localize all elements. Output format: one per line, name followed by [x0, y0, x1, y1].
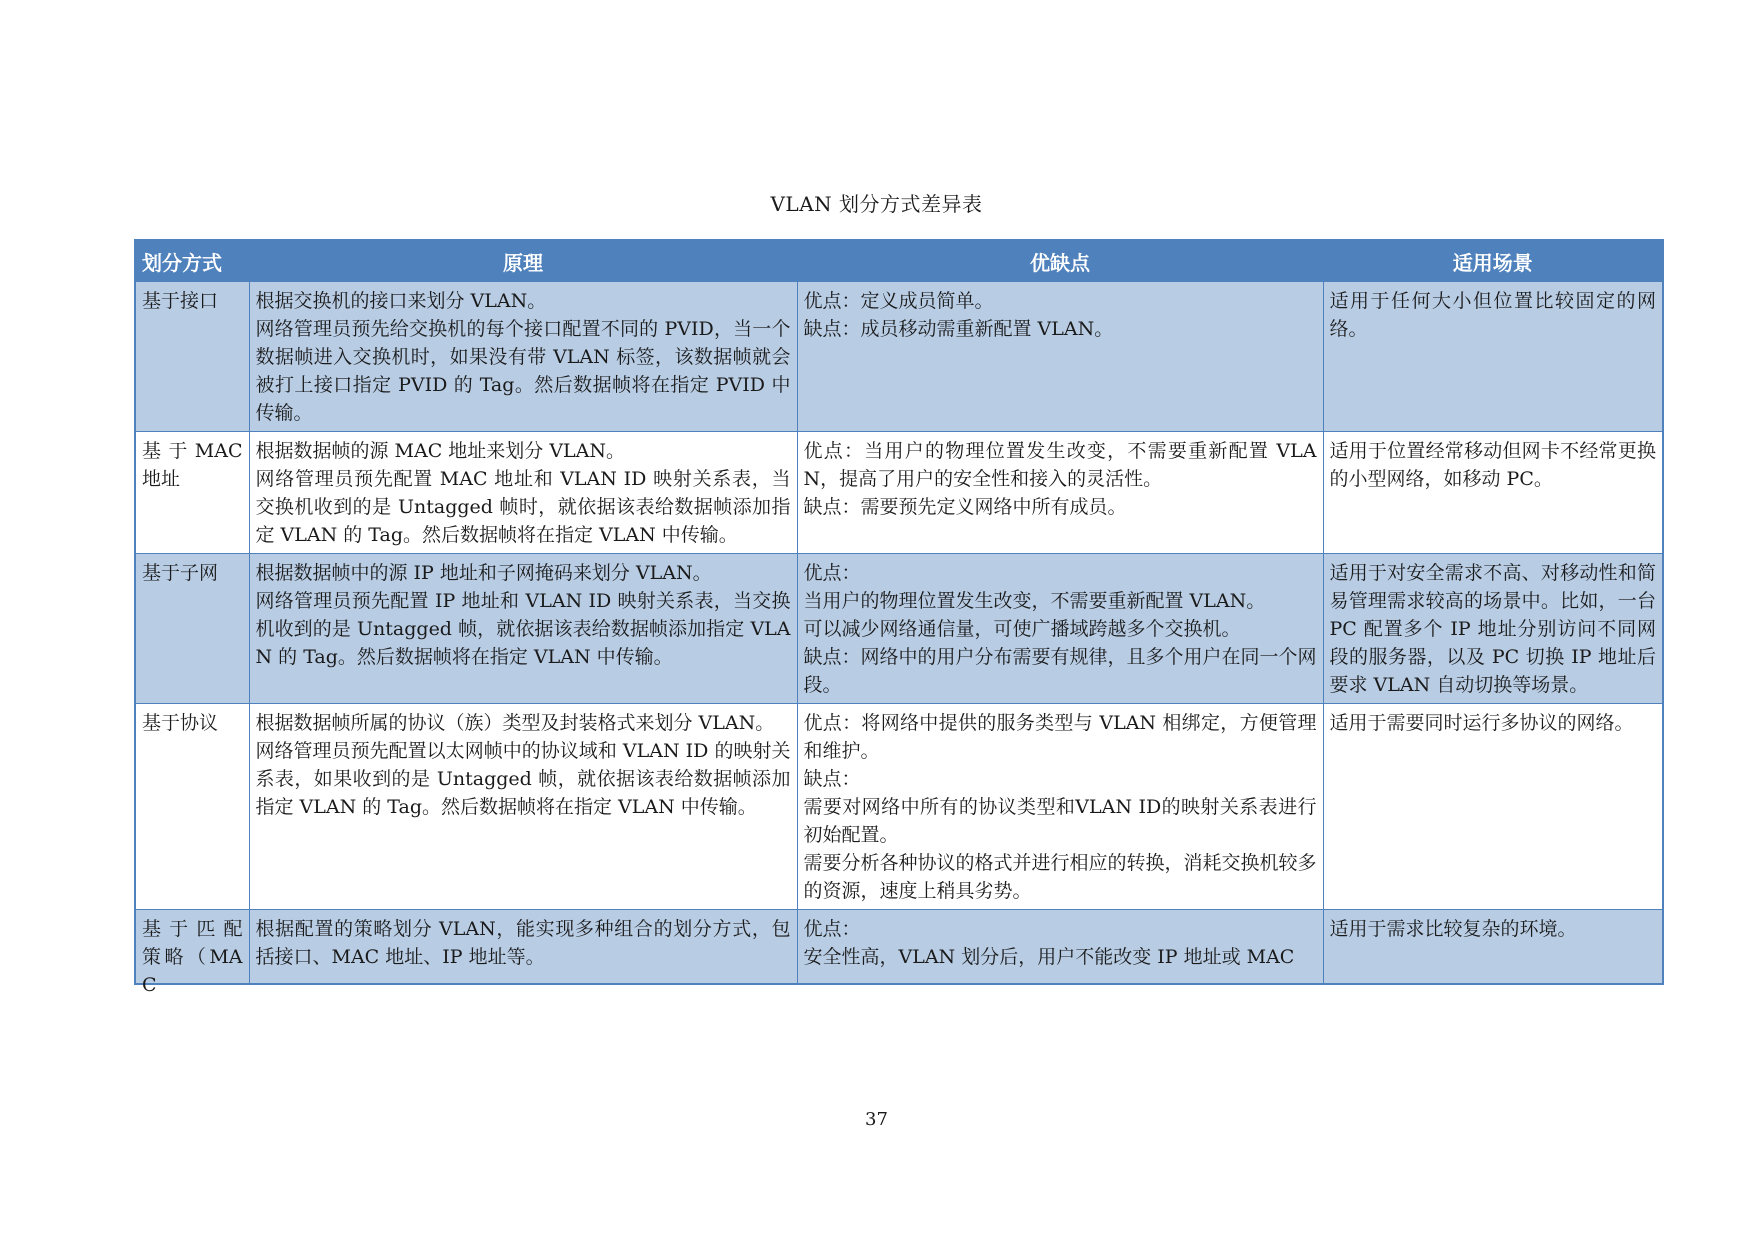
cell-line: 需要分析各种协议的格式并进行相应的转换，消耗交换机较多的资源，速度上稍具劣势。: [803, 852, 1317, 902]
cell-line: 缺点：成员移动需重新配置 VLAN。: [803, 318, 1114, 340]
cell-principle: [249, 910, 797, 985]
cell-line: 网络管理员预先给交换机的每个接口配置不同的 PVID，当一个数据帧进入交换机时，如果没有带 VLAN 标签，该数据帧就会被打上接口指定 PVID 的 Tag。然后数据帧将在指定 PVID 中传输。: [255, 318, 791, 424]
table-header-row: [135, 240, 1663, 282]
cell-line: 缺点：: [803, 768, 861, 790]
cell-line: 适用于任何大小但位置比较固定的网络。: [1329, 290, 1656, 340]
cell-pros-cons: [797, 554, 1323, 704]
cell-line: 基于MAC地址: [142, 440, 243, 490]
cell-line: 根据数据帧中的源 IP 地址和子网掩码来划分 VLAN。: [255, 562, 712, 584]
cell-line: 根据数据帧所属的协议（族）类型及封装格式来划分 VLAN。: [255, 712, 775, 734]
cell-line: 适用于需要同时运行多协议的网络。: [1329, 712, 1634, 734]
cell-line: 网络管理员预先配置 MAC 地址和 VLAN ID 映射关系表，当交换机收到的是 Untagged 帧时，就依据该表给数据帧添加指定 VLAN 的 Tag。然后数据帧将在指定 VLAN 中传输。: [255, 468, 791, 546]
cell-line: 当用户的物理位置发生改变，不需要重新配置 VLAN。: [803, 590, 1266, 612]
cell-pros-cons: [797, 432, 1323, 554]
cell-line: 基于接口: [142, 290, 219, 312]
cell-method: [135, 910, 249, 996]
cell-pros-cons: [797, 704, 1323, 910]
cell-line: 网络管理员预先配置 IP 地址和 VLAN ID 映射关系表，当交换机收到的是 Untagged 帧，就依据该表给数据帧添加指定 VLAN 的 Tag。然后数据帧将在指定 VLAN 中传输。: [255, 590, 791, 668]
cell-scenario: [1323, 704, 1663, 910]
cell-method: [135, 282, 249, 432]
cell-line: 根据交换机的接口来划分 VLAN。: [255, 290, 547, 312]
cell-principle: [249, 554, 797, 704]
cell-line: 网络管理员预先配置以太网帧中的协议域和 VLAN ID 的映射关系表，如果收到的是 Untagged 帧，就依据该表给数据帧添加指定 VLAN 的 Tag。然后数据帧将在指定 VLAN 中传输。: [255, 740, 791, 818]
cell-line: 根据数据帧的源 MAC 地址来划分 VLAN。: [255, 440, 626, 462]
cell-line: 适用于需求比较复杂的环境。: [1329, 918, 1577, 940]
cell-line: 缺点：网络中的用户分布需要有规律，且多个用户在同一个网段。: [803, 646, 1317, 696]
vlan-comparison-table: [134, 239, 1664, 996]
cell-line: 缺点：需要预先定义网络中所有成员。: [803, 496, 1127, 518]
table-row: [135, 554, 1663, 704]
cell-line: 基于协议: [142, 712, 219, 734]
cell-line: 优点：将网络中提供的服务类型与 VLAN 相绑定，方便管理和维护。: [803, 712, 1317, 762]
cell-line: 适用于位置经常移动但网卡不经常更换的小型网络，如移动 PC。: [1329, 440, 1656, 490]
cell-line: 根据配置的策略划分 VLAN，能实现多种组合的划分方式，包括接口、MAC 地址、IP 地址等。: [255, 918, 791, 968]
cell-pros-cons: [797, 282, 1323, 432]
table-row: [135, 432, 1663, 554]
cell-line: 基 于 匹 配 策略（MAC: [142, 918, 243, 996]
header-method: 划分方式: [135, 240, 249, 282]
cell-line: 可以减少网络通信量，可使广播域跨越多个交换机。: [803, 618, 1241, 640]
header-scenario: 适用场景: [1323, 240, 1663, 282]
cell-scenario: [1323, 282, 1663, 432]
table-caption: VLAN 划分方式差异表: [770, 192, 983, 216]
cell-line: 安全性高，VLAN 划分后，用户不能改变 IP 地址或 MAC: [803, 946, 1295, 968]
cell-method: [135, 432, 249, 554]
cell-method: [135, 704, 249, 910]
cell-line: 适用于对安全需求不高、对移动性和简易管理需求较高的场景中。比如，一台 PC 配置多个 IP 地址分别访问不同网段的服务器，以及 PC 切换 IP 地址后要求 VLAN 自动切换等场景。: [1329, 562, 1656, 696]
table-row: [135, 704, 1663, 910]
cell-principle: [249, 432, 797, 554]
table-row: [135, 282, 1663, 432]
cell-line: 优点：: [803, 562, 861, 584]
cell-line: 基于子网: [142, 562, 219, 584]
cell-scenario: [1323, 432, 1663, 554]
cell-principle: [249, 282, 797, 432]
header-principle: 原理: [249, 240, 797, 282]
cell-method: [135, 554, 249, 704]
table-row: [135, 910, 1663, 985]
cell-principle: [249, 704, 797, 910]
page-number: 37: [865, 1109, 888, 1130]
header-pros-cons: 优缺点: [797, 240, 1323, 282]
cell-line: 需要对网络中所有的协议类型和VLAN ID的映射关系表进行初始配置。: [803, 796, 1317, 846]
cell-line: 优点：当用户的物理位置发生改变，不需要重新配置 VLAN，提高了用户的安全性和接入的灵活性。: [803, 440, 1317, 490]
cell-scenario: [1323, 554, 1663, 704]
cell-pros-cons: [797, 910, 1323, 985]
cell-line: 优点：定义成员简单。: [803, 290, 994, 312]
cell-line: 优点：: [803, 918, 861, 940]
cell-scenario: [1323, 910, 1663, 985]
